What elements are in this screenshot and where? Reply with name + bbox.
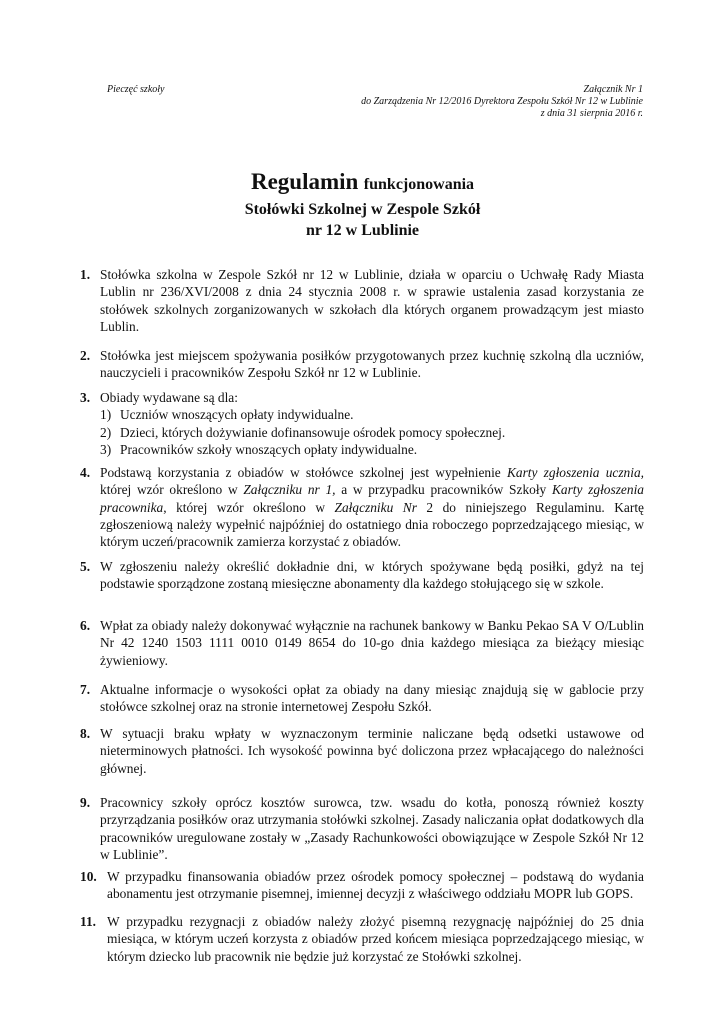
item-number: 3.	[80, 390, 91, 405]
item-text: Stołówka szkolna w Zespole Szkół nr 12 w Lublinie, działa w oparciu o Uchwałę Rady Miasta Lublin nr 236/XVI/2008 z dnia 24 stycznia 2008 r. w sprawie ustalenia zasad korzystania ze stołówek szkolnych zorganizowanych w szkołach dla których organem prowadzącym jest miasto Lublin.	[100, 267, 644, 334]
sub-item: 2) Dzieci, których dożywianie dofinansowuje ośrodek pomocy społecznej.	[100, 424, 506, 440]
item-number: 4.	[80, 465, 91, 480]
sub-item: 3) Pracowników szkoły wnoszących opłaty indywidualne.	[100, 441, 418, 457]
regulation-item-8	[80, 725, 644, 777]
item-text: Podstawą korzystania z obiadów w stołówce szkolnej jest wypełnienie Karty zgłoszenia ucznia, której wzór określono w Załączniku nr 1, a w przypadku pracowników Szkoły Karty zgłoszenia pracownika, której wzór określono w Załączniku Nr 2 do niniejszego Regulaminu. Kartę zgłoszeniową należy wypełnić najpóźniej do ostatniego dnia roboczego poprzedzającego miesiąc, w którym uczeń/pracownik zamierza korzystać z obiadów.	[100, 465, 645, 550]
item-text: Wpłat za obiady należy dokonywać wyłącznie na rachunek bankowy w Banku Pekao SA V O/Lublin Nr 42 1240 1503 1111 0010 0149 8654 do 10-go dnia każdego miesiąca za bieżący miesiąc żywieniowy.	[100, 618, 644, 668]
attachment-number: Załącznik Nr 1	[583, 84, 643, 95]
item-text: W przypadku finansowania obiadów przez ośrodek pomocy społecznej – podstawą do wydania abonamentu jest otrzymanie pisemnej, imiennej decyzji z właściwego oddziału MOPR lub GOPS.	[107, 869, 644, 902]
item-text: Stołówka jest miejscem spożywania posiłków przygotowanych przez kuchnię szkolną dla uczniów, nauczycieli i pracowników Zespołu Szkół nr 12 w Lublinie.	[100, 348, 644, 381]
school-stamp-label: Pieczęć szkoły	[107, 84, 165, 95]
item-text: Pracownicy szkoły oprócz kosztów surowca, tzw. wsadu do kotła, ponoszą również koszty przyrządzania posiłków oraz utrzymania stołówki szkolnej. Zasady naliczania opłat dodatkowych dla pracowników uregulowane zostały w „Zasady Rachunkowości obowiązujące w Zespole Szkół Nr 12 w Lublinie”.	[100, 795, 644, 862]
item-number: 9.	[80, 795, 91, 810]
title-word-funkcjonowania: funkcjonowania	[363, 176, 475, 193]
item-text: W przypadku rezygnacji z obiadów należy złożyć pisemną rezygnację najpóźniej do 25 dnia miesiąca, w którym uczeń korzysta z obiadów przed końcem miesiąca poprzedzającego miesiąc, w którym dziecko lub pracownik nie będzie już korzystać ze Stołówki szkolnej.	[107, 914, 644, 964]
regulation-item-2	[80, 347, 644, 382]
regulation-item-3	[80, 389, 644, 458]
sub-list	[100, 406, 644, 458]
regulation-item-6	[80, 617, 644, 669]
card-student-ref: Karty zgłoszenia ucznia,	[506, 465, 645, 480]
item-number: 10.	[80, 869, 97, 884]
regulation-item-1	[80, 266, 644, 335]
item-number: 2.	[80, 348, 91, 363]
item-number: 8.	[80, 726, 91, 741]
item-number: 5.	[80, 559, 91, 574]
title-word-regulamin: Regulamin	[250, 169, 359, 194]
item-number: 6.	[80, 618, 91, 633]
regulation-item-10	[80, 868, 644, 903]
card-employee-ref: Karty zgłoszenia pracownika	[100, 482, 644, 515]
attachment-date: z dnia 31 sierpnia 2016 r.	[540, 108, 643, 119]
item-text: W sytuacji braku wpłaty w wyznaczonym terminie naliczane będą odsetki ustawowe od nieterminowych płatności. Ich wysokość powinna być doliczona przez wpłacającego do należności głównej.	[100, 726, 644, 776]
attachment-decree: do Zarządzenia Nr 12/2016 Dyrektora Zespołu Szkół Nr 12 w Lublinie	[361, 96, 643, 107]
attachment-header	[303, 84, 643, 120]
attachment-1-ref: Załączniku nr 1,	[243, 482, 336, 498]
regulation-item-7	[80, 681, 644, 716]
title-line-2: Stołówki Szkolnej w Zespole Szkół	[244, 201, 481, 218]
item-number: 7.	[80, 682, 91, 697]
regulation-item-4	[80, 464, 644, 550]
regulation-item-5	[80, 558, 644, 593]
document-title	[0, 168, 725, 241]
attachment-2-ref: Załączniku Nr	[334, 499, 417, 515]
item-text: Obiady wydawane są dla:	[100, 390, 238, 405]
item-text: Aktualne informacje o wysokości opłat za obiady na dany miesiąc znajdują się w gablocie przy stołówce szkolnej oraz na stronie internetowej Zespołu Szkół.	[100, 682, 644, 715]
sub-item: 1) Uczniów wnoszących opłaty indywidualne.	[100, 407, 354, 423]
item-number: 1.	[80, 267, 91, 282]
regulation-item-9	[80, 794, 644, 863]
title-line-3: nr 12 w Lublinie	[305, 222, 420, 239]
item-text: W zgłoszeniu należy określić dokładnie dni, w których spożywane będą posiłki, gdyż na tej podstawie sporządzone zostaną miesięczne abonamenty dla każdego stołującego się w szkole.	[100, 559, 644, 592]
regulation-item-11	[80, 913, 644, 965]
item-number: 11.	[80, 914, 96, 929]
